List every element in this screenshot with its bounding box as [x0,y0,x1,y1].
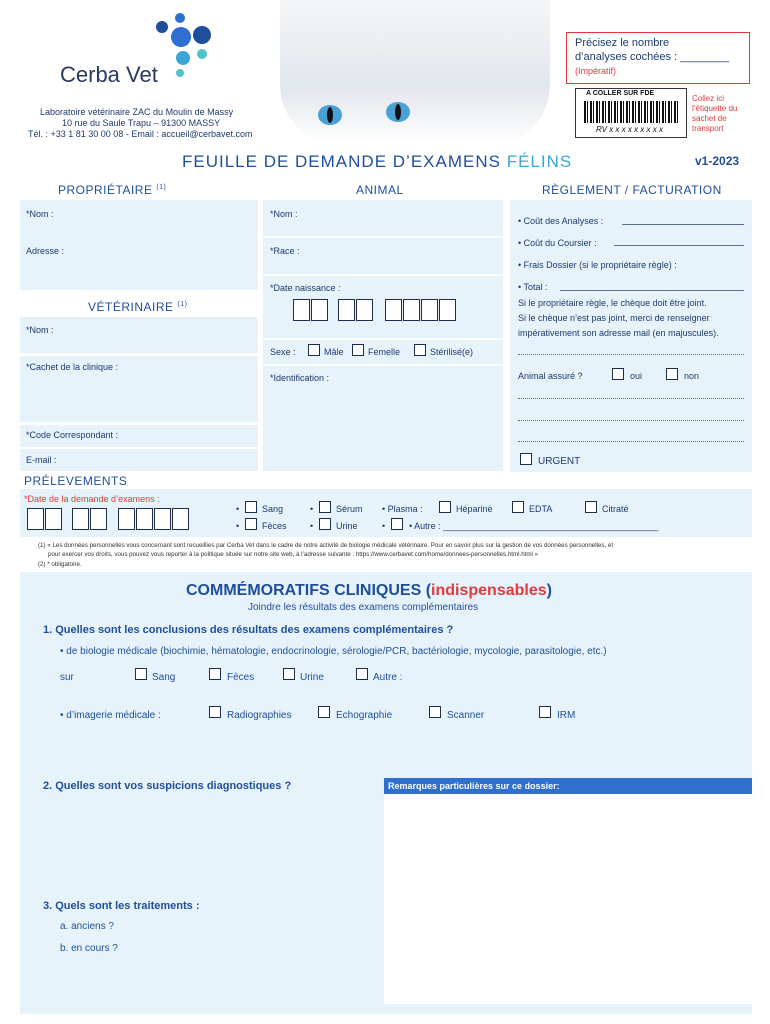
scanner-checkbox[interactable] [429,706,441,718]
demande-digit[interactable] [27,508,44,530]
analyses-imperatif: (Impératif) [575,66,617,76]
scanner-label: Scanner [447,710,485,721]
date-digit[interactable] [421,299,438,321]
veterinaire-cachet: *Cachet de la clinique : [26,362,119,372]
demande-digit[interactable] [154,508,171,530]
edta-checkbox[interactable] [512,501,524,513]
assure-dots-1[interactable] [518,398,744,399]
bio-feces-label: Fèces [227,672,255,683]
date-digit[interactable] [403,299,420,321]
footnote-1a: (1) « Les données personnelles vous concernant sont recueillies par Cerba Vet dans le cadre de notre activité de biologie médicale vétérinaire. Pour en savoir plus sur la gestion de vos données personnelles, et [38,542,614,549]
echo-label: Echographie [336,710,393,721]
header-proprietaire: PROPRIÉTAIRE $^{(1)}$ [58,183,167,197]
cout-analyses-line[interactable] [622,224,744,225]
date-digit[interactable] [356,299,373,321]
animal-assure: Animal assuré ? [518,371,583,381]
urgent-checkbox[interactable] [520,453,532,465]
bullet: • [310,521,314,531]
urine-label: Urine [336,521,358,531]
header-veterinaire: VÉTÉRINAIRE $^{(1)}$ [88,300,188,314]
animal-nom-box[interactable] [263,200,503,236]
demande-digit[interactable] [172,508,189,530]
sang-label: Sang [262,504,284,514]
bio-urine-label: Urine [300,672,324,683]
imagerie-label: • d’imagerie médicale : [60,710,161,721]
cheque-text-2: Si le chèque n’est pas joint, merci de renseigner [518,313,710,323]
autre-checkbox[interactable] [391,518,403,530]
veterinaire-nom-box[interactable] [20,317,258,353]
title-species: FÉLINS [506,152,573,171]
cheque-text-3: impérativement son adresse mail (en majuscules). [518,328,719,338]
feces-checkbox[interactable] [245,518,257,530]
serum-label: Sérum [336,504,363,514]
bio-sang-label: Sang [152,672,176,683]
demande-digit[interactable] [136,508,153,530]
edta-label: EDTA [529,504,553,514]
plasma-label: • Plasma : [382,504,423,514]
animal-identification: *Identification : [270,373,330,383]
urgent-label: URGENT [538,456,581,467]
femelle-checkbox[interactable] [352,344,364,356]
irm-label: IRM [557,710,576,721]
assure-dots-2[interactable] [518,420,744,421]
header-prelevements: PRÉLEVEMENTS [24,474,128,488]
analyses-line1: Précisez le nombre [575,37,670,49]
traitements-en-cours: b. en cours ? [60,943,118,954]
bio-autre-label: Autre : [373,672,403,683]
cat-eyes-icon [280,0,550,145]
commemoratifs-subtitle: Joindre les résultats des examens complémentaires [248,602,479,613]
femelle-label: Femelle [368,347,401,357]
logo [60,10,260,100]
cout-analyses: • Coût des Analyses : [518,216,604,226]
cat-photo [280,0,550,145]
cheque-text-1: Si le propriétaire règle, le chèque doit être joint. [518,298,707,308]
frais-dossier: • Frais Dossier (si le propriétaire règle) : [518,260,677,270]
autre-label[interactable]: • Autre : ___________________________________________ [409,521,659,531]
serum-checkbox[interactable] [319,501,331,513]
demande-digit[interactable] [118,508,135,530]
footnote-2: (2) * obligatoire. [38,561,82,568]
heparine-label: Héparinė [456,504,493,514]
lab-address-1: Laboratoire vétérinaire ZAC du Moulin de Massy [40,107,234,117]
veterinaire-email: E-mail : [26,455,57,465]
date-digit[interactable] [293,299,310,321]
male-checkbox[interactable] [308,344,320,356]
bio-sang-checkbox[interactable] [135,668,147,680]
cout-coursier: • Coût du Coursier : [518,238,597,248]
date-demande: *Date de la demande d’examens : [24,494,160,504]
sur-label: sur [60,672,74,683]
brand-name: Cerba Vet [60,62,158,87]
commemoratifs-title: COMMÉMORATIFS CLINIQUES (indispensables) [186,582,552,599]
bio-autre-checkbox[interactable] [356,668,368,680]
male-label: Mâle [324,347,344,357]
non-checkbox[interactable] [666,368,678,380]
question-3: 3. Quels sont les traitements : [43,900,200,912]
header-reglement: RÈGLEMENT / FACTURATION [542,183,722,197]
traitements-anciens: a. anciens ? [60,921,114,932]
footnote-1b: pour exercer vos droits, vous pouvez vous reporter à la politique située sur notre site web, à l’adresse suivante : https://www.cerbavet.com/home/donnees-personnelles.html.html » [48,551,539,558]
oui-label: oui [630,371,643,381]
sang-checkbox[interactable] [245,501,257,513]
lab-address-3: Tél. : +33 1 81 30 00 08 - Email : accueil@cerbavet.com [28,129,253,139]
oui-checkbox[interactable] [612,368,624,380]
remarques-panel[interactable] [384,778,752,1004]
sterilise-label: Stérilisé(e) [430,347,474,357]
demande-digit[interactable] [45,508,62,530]
barcode-area [575,88,687,138]
animal-nom: *Nom : [270,209,298,219]
cerba-logo-icon [150,10,230,80]
bio-feces-checkbox[interactable] [209,668,221,680]
lab-address-2: 10 rue du Saule Trapu – 91300 MASSY [62,118,221,128]
irm-checkbox[interactable] [539,706,551,718]
bullet: • [310,504,314,514]
date-digit[interactable] [385,299,402,321]
radio-label: Radiographies [227,710,292,721]
bullet: • [236,521,240,531]
animal-race: *Race : [270,246,300,256]
animal-sexe: Sexe : [270,347,296,357]
urine-checkbox[interactable] [319,518,331,530]
feces-label: Fèces [262,521,287,531]
total: • Total : [518,282,548,292]
proprietaire-adresse: Adresse : [26,246,65,256]
citrate-label: Citraté [602,504,629,514]
cout-coursier-line[interactable] [614,245,744,246]
bullet: • [236,504,240,514]
date-digit[interactable] [338,299,355,321]
barcode-top: A COLLER SUR FDE [586,90,655,97]
echo-checkbox[interactable] [318,706,330,718]
analyses-line2[interactable]: d’analyses cochées : ________ [575,51,730,63]
heparine-checkbox[interactable] [439,501,451,513]
total-line[interactable] [560,290,744,291]
radio-checkbox[interactable] [209,706,221,718]
email-dots[interactable] [518,354,744,355]
question-2: 2. Quelles sont vos suspicions diagnostiques ? [43,780,292,792]
remarques-header: Remarques particulières sur ce dossier: [384,778,752,794]
version: v1-2023 [695,154,740,168]
veterinaire-nom: *Nom : [26,325,54,335]
demande-digit[interactable] [72,508,89,530]
biologie-text: • de biologie médicale (biochimie, hématologie, endocrinologie, sérologie/PCR, bactériologie, mycologie, parasitologie, etc.) [60,646,607,657]
sterilise-checkbox[interactable] [414,344,426,356]
date-digit[interactable] [439,299,456,321]
proprietaire-nom: *Nom : [26,209,54,219]
date-digit[interactable] [311,299,328,321]
veterinaire-code: *Code Correspondant : [26,430,119,440]
page-title [182,152,572,172]
barcode-note: Collez ici l’étiquette du sachet de transport [692,94,738,133]
citrate-checkbox[interactable] [585,501,597,513]
animal-date-label: *Date naissance : [270,283,341,293]
animal-race-box[interactable] [263,238,503,274]
bullet: • [382,521,386,531]
proprietaire-box[interactable] [20,200,258,290]
assure-dots-3[interactable] [518,441,744,442]
barcode-icon [584,101,678,123]
bio-urine-checkbox[interactable] [283,668,295,680]
title-main: FEUILLE DE DEMANDE D’EXAMENS [182,152,507,171]
question-1: 1. Quelles sont les conclusions des résultats des examens complémentaires ? [43,624,454,636]
demande-digit[interactable] [90,508,107,530]
barcode-code: RV x x x x x x x x x [596,125,663,134]
header-animal: ANIMAL [356,183,404,197]
analyses-count-box [566,32,750,84]
non-label: non [684,371,700,381]
